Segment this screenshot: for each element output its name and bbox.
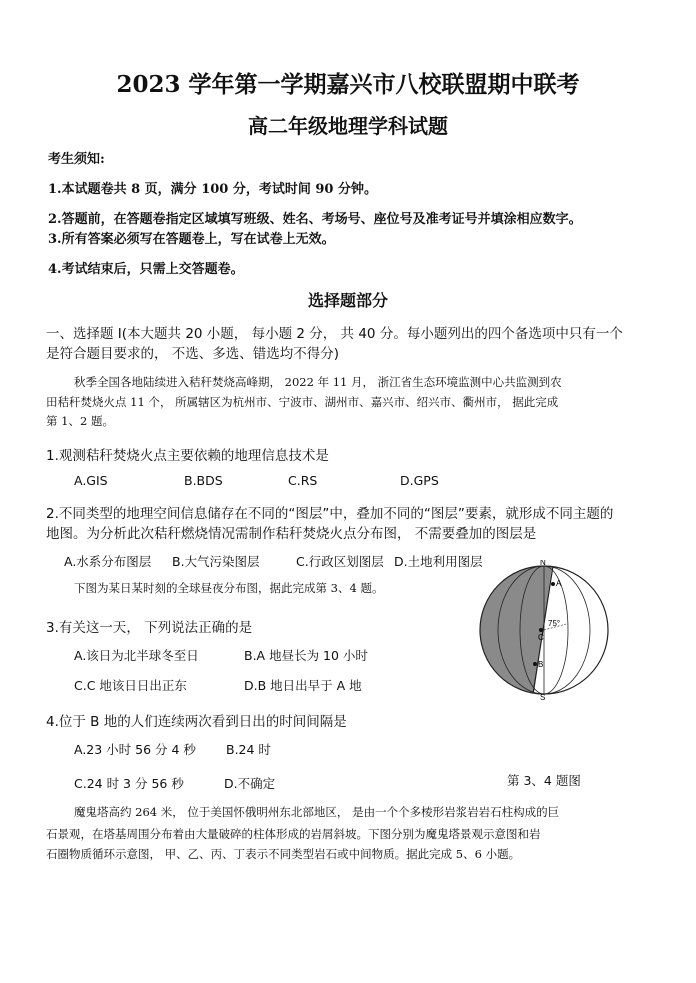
- q2-option-c: C.行政区划图层: [296, 554, 384, 569]
- figure-caption: 第 3、4 题图: [507, 773, 581, 788]
- q1-option-a: A.GIS: [74, 473, 108, 488]
- q4-option-b: B.24 时: [226, 742, 271, 757]
- day-night-globe-figure: [474, 560, 614, 700]
- q4-option-c: C.24 时 3 分 56 秒: [74, 776, 184, 791]
- q3-option-a: A.该日为北半球冬至日: [74, 648, 199, 663]
- passage2-text: 下图为某日某时刻的全球昼夜分布图，据此完成第 3、4 题。: [74, 581, 384, 595]
- label-c: C: [538, 633, 544, 642]
- passage3-line2: 石景观，在塔基周围分布着由大量破碎的柱体形成的岩屑斜坡。下图分别为魔鬼塔景观示意图和岩: [46, 827, 541, 841]
- q4-stem: 4.位于 B 地的人们连续两次看到日出的时间间隔是: [46, 714, 347, 730]
- section-title: 选择题部分: [307, 291, 388, 310]
- notice-heading: 考生须知:: [48, 152, 105, 167]
- section-intro-line2: 是符合题目要求的， 不选、多选、错选均不得分): [46, 346, 340, 362]
- q4-option-d: D.不确定: [224, 776, 276, 791]
- passage3-line1: 魔鬼塔高约 264 米， 位于美国怀俄明州东北部地区， 是由一个个多棱形岩浆岩岩石柱构成的巨: [74, 805, 560, 819]
- point-c: [539, 628, 543, 632]
- q4-option-a: A.23 小时 56 分 4 秒: [74, 742, 196, 757]
- label-a: A: [556, 579, 562, 588]
- q1-option-c: C.RS: [288, 473, 318, 488]
- label-b: B: [538, 660, 544, 669]
- passage1-line2: 田秸秆焚烧火点 11 个， 所属辖区为杭州市、宁波市、湖州市、嘉兴市、绍兴市、衢州市， 据此完成: [46, 395, 559, 409]
- q2-option-a: A.水系分布图层: [64, 554, 152, 569]
- passage1-line1: 秋季全国各地陆续进入秸秆焚烧高峰期， 2022 年 11 月， 浙江省生态环境监测中心共监测到农: [74, 375, 562, 389]
- passage3-line3: 石圈物质循环示意图， 甲、乙、丙、丁表示不同类型岩石或中间物质。据此完成 5、6 小题。: [46, 847, 521, 861]
- q2-stem-line2: 地图。为分析此次秸秆燃烧情况需制作秸秆焚烧火点分布图， 不需要叠加的图层是: [46, 526, 537, 542]
- label-south: S: [540, 693, 546, 700]
- q3-option-b: B.A 地昼长为 10 小时: [244, 648, 368, 663]
- point-a: [551, 582, 555, 586]
- q2-option-d: D.土地利用图层: [394, 554, 483, 569]
- label-angle: 75°: [548, 619, 561, 628]
- q1-option-b: B.BDS: [184, 473, 223, 488]
- passage1-line3: 第 1、2 题。: [46, 414, 114, 428]
- notice-item-1: 1.本试题卷共 8 页，满分 100 分，考试时间 90 分钟。: [48, 182, 377, 197]
- notice-item-3: 3.所有答案必须写在答题卷上，写在试卷上无效。: [48, 232, 335, 247]
- exam-subtitle: 高二年级地理学科试题: [248, 114, 448, 138]
- exam-title: 2023 学年第一学期嘉兴市八校联盟期中联考: [116, 71, 580, 98]
- q2-stem-line1: 2.不同类型的地理空间信息储存在不同的“图层”中，叠加不同的“图层”要素，就形成不同主题的: [46, 506, 614, 522]
- q3-option-d: D.B 地日出早于 A 地: [244, 678, 362, 693]
- q3-option-c: C.C 地该日日出正东: [74, 678, 187, 693]
- label-north: N: [540, 560, 546, 567]
- q3-stem: 3.有关这一天， 下列说法正确的是: [46, 620, 253, 636]
- notice-item-4: 4.考试结束后，只需上交答题卷。: [48, 262, 244, 277]
- q2-option-b: B.大气污染图层: [172, 554, 260, 569]
- q1-stem: 1.观测秸秆焚烧火点主要依赖的地理信息技术是: [46, 448, 329, 464]
- section-intro-line1: 一、选择题 I(本大题共 20 小题， 每小题 2 分， 共 40 分。每小题列出的四个备选项中只有一个: [46, 326, 623, 342]
- notice-item-2: 2.答题前，在答题卷指定区域填写班级、姓名、考场号、座位号及准考证号并填涂相应数字。: [48, 212, 582, 227]
- q1-option-d: D.GPS: [400, 473, 439, 488]
- point-b: [533, 662, 537, 666]
